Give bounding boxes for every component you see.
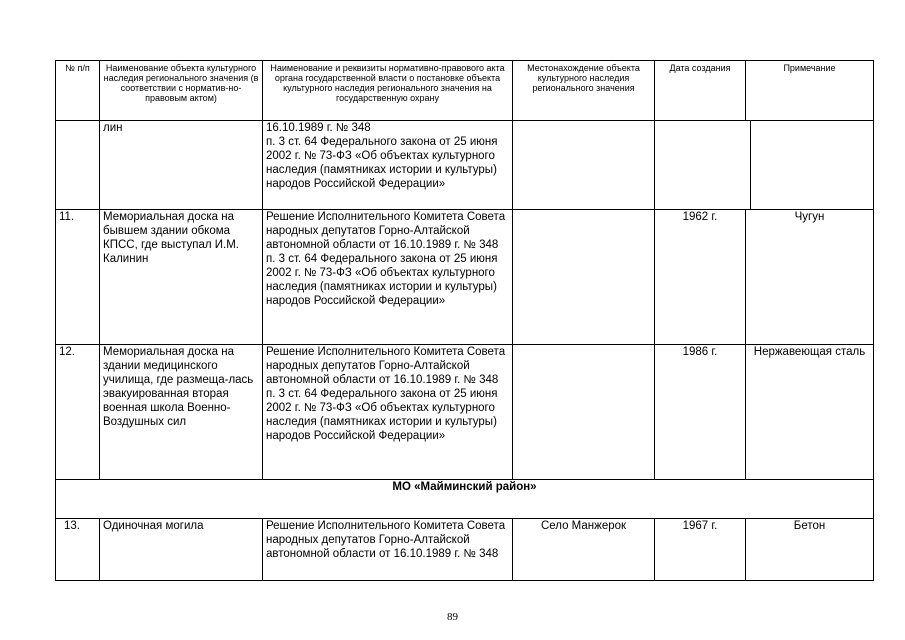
cell-divider (750, 121, 874, 209)
cell-location (513, 345, 655, 480)
header-note: Примечание (746, 61, 874, 121)
cell-name: лин (100, 121, 263, 210)
cell-location (513, 210, 655, 345)
table-header-row (56, 61, 874, 121)
header-act: Наименование и реквизиты нормативно-правового акта органа государственной власти о постановке объекта культурного наследия регионального значения на государственную охрану (263, 61, 513, 121)
page-number: 89 (447, 611, 458, 623)
header-location: Местонахождение объекта культурного наследия регионального значения (513, 61, 655, 121)
cell-date: 1962 г. (655, 210, 746, 345)
cell-act (263, 210, 513, 345)
cell-date-note-merged (655, 121, 874, 210)
cell-note: Нержавеющая сталь (746, 345, 874, 480)
cell-num: 12. (56, 345, 100, 480)
header-num: № п/п (56, 61, 100, 121)
header-date: Дата создания (655, 61, 746, 121)
header-name: Наименование объекта культурного наследия регионального значения (в соответствии с норматив-но-правовым актом) (100, 61, 263, 121)
cell-location (513, 121, 655, 210)
section-row (56, 480, 874, 519)
cell-act-text: Решение Исполнительного Комитета Совета народных депутатов Горно-Алтайской автономной области от 16.10.1989 г. № 348 п. 3 ст. 64 Федерального закона от 25 июня 2002 г. № 73-ФЗ «Об объектах культурного наследия (памятниках истории и культуры) народов Российской Федерации» (266, 346, 506, 442)
table-row (56, 210, 874, 345)
cell-num: 11. (56, 210, 100, 345)
cell-note: Чугун (746, 210, 874, 345)
cell-num: 13. (56, 519, 100, 581)
cell-name: Мемориальная доска на бывшем здании обкома КПСС, где выступал И.М. Калинин (100, 210, 263, 345)
cell-act (263, 345, 513, 480)
section-title: МО «Майминский район» (56, 480, 874, 519)
cell-act (263, 519, 513, 581)
cell-name: Одиночная могила (100, 519, 263, 581)
table-row (56, 519, 874, 581)
cell-location: Село Манжерок (513, 519, 655, 581)
heritage-registry-table (55, 60, 874, 581)
cell-note: Бетон (746, 519, 874, 581)
cell-name: Мемориальная доска на здании медицинского училища, где размеща-лась эвакуированная вторая военная школа Военно-Воздушных сил (100, 345, 263, 480)
cell-act-text: Решение Исполнительного Комитета Совета народных депутатов Горно-Алтайской автономной области от 16.10.1989 г. № 348 (266, 520, 506, 560)
table-row-continuation (56, 121, 874, 210)
table-row (56, 345, 874, 480)
cell-act-text: 16.10.1989 г. № 348 п. 3 ст. 64 Федерального закона от 25 июня 2002 г. № 73-ФЗ «Об объектах культурного наследия (памятниках истории и культуры) народов Российской Федерации» (266, 122, 498, 190)
cell-act-text: Решение Исполнительного Комитета Совета народных депутатов Горно-Алтайской автономной области от 16.10.1989 г. № 348 п. 3 ст. 64 Федерального закона от 25 июня 2002 г. № 73-ФЗ «Об объектах культурного наследия (памятниках истории и культуры) народов Российской Федерации» (266, 211, 506, 307)
cell-act (263, 121, 513, 210)
cell-num (56, 121, 100, 210)
cell-date: 1967 г. (655, 519, 746, 581)
cell-date: 1986 г. (655, 345, 746, 480)
